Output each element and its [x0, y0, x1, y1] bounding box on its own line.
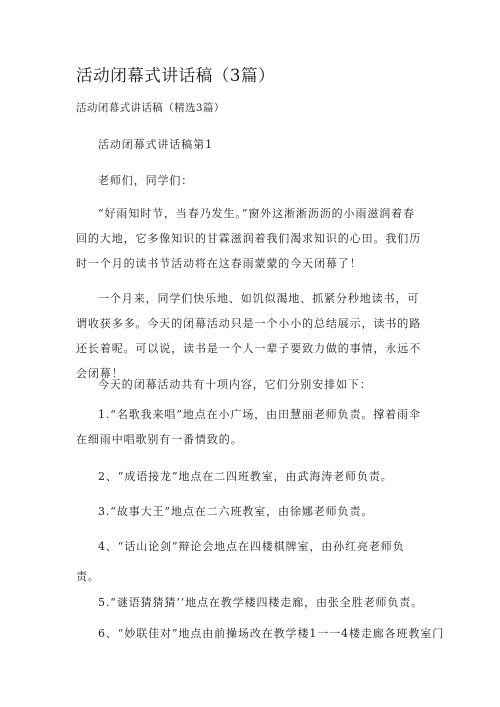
list-item-3: 3.“故事大王”地点在二六班教室，由徐娜老师负责。	[98, 505, 374, 518]
paragraph-1: “好雨知时节，当春乃发生。”窗外这淅淅沥沥的小雨滋润着春回的大地，它多像知识的甘霖滋润着我们渴求知识的心田。我们历时一个月的读书节活动将在这春雨蒙蒙的今天闭幕了！	[76, 207, 422, 270]
document-subtitle: 活动闭幕式讲话稿（精选3篇）	[76, 102, 225, 114]
section-heading: 活动闭幕式讲话稿第1	[98, 138, 213, 151]
paragraph-3: 今天的闭幕活动共有十项内容，它们分别安排如下：	[98, 378, 372, 391]
greeting: 老师们，同学们：	[98, 174, 194, 187]
list-item-5: 5.“谜语猜猜猜’’地点在教学楼四楼走廊，由张全胜老师负责。	[98, 596, 424, 609]
paragraph-2: 一个月来，同学们快乐地、如饥似渴地、抓紧分秒地读书，可谓收获多多。今天的闭幕活动只是一个小小的总结展示，读书的路还长着呢。可以说，读书是一个人一辈子要致力做的事情，永远不会闭幕！	[76, 292, 422, 380]
list-item-6: 6、“妙联佳对”地点由前操场改在教学楼1一一4楼走廊各班教室门	[98, 627, 445, 640]
list-item-1: 1.“名歌我来唱”地点在小广场，由田慧丽老师负责。撑着雨伞在细雨中唱歌别有一番情致的。	[76, 408, 421, 446]
list-item-4-continued: 责。	[76, 570, 100, 583]
document-title: 活动闭幕式讲话稿（3篇）	[76, 66, 276, 85]
list-item-2: 2、“成语接龙”地点在二四班教室，由武海涛老师负责。	[98, 470, 393, 483]
list-item-4: 4、“话山论剑”辩论会地点在四楼棋牌室，由孙红亮老师负	[98, 540, 405, 553]
